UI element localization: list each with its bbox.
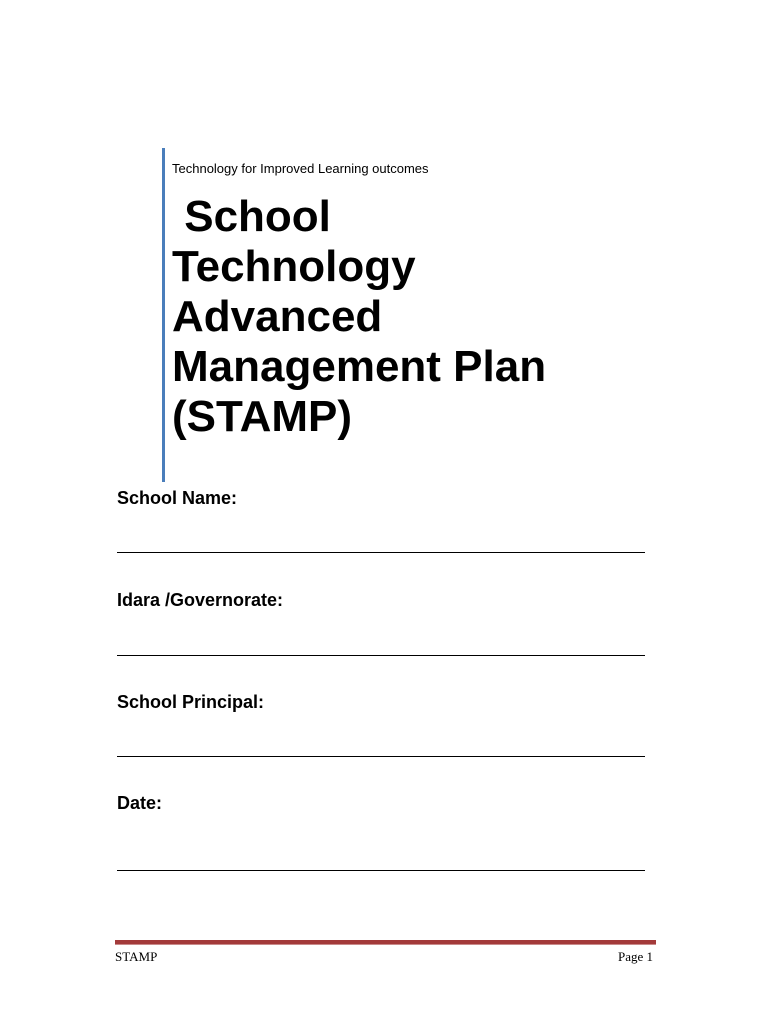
governorate-field [117,590,657,611]
school-principal-label: School Principal: [117,692,265,712]
title-line: School [172,192,331,241]
school-name-blank-line[interactable] [117,552,645,553]
school-name-field [117,488,657,509]
footer-rule [115,940,656,945]
governorate-label: Idara /Governorate: [117,590,284,610]
title-line: Advanced [172,292,383,341]
date-blank-line[interactable] [117,870,645,871]
date-field [117,793,657,814]
cover-subtitle: Technology for Improved Learning outcomes [172,161,429,176]
cover-accent-bar [162,148,165,482]
school-name-label: School Name: [117,488,238,508]
date-label: Date: [117,793,163,813]
title-line: (STAMP) [172,392,353,441]
governorate-blank-line[interactable] [117,655,645,656]
footer-doc-name: STAMP [115,949,158,964]
title-line: Management Plan [172,342,547,391]
school-principal-field [117,692,657,713]
school-principal-blank-line[interactable] [117,756,645,757]
footer-page-number: Page 1 [617,949,653,964]
title-line: Technology [172,242,416,291]
document-title [172,192,652,442]
